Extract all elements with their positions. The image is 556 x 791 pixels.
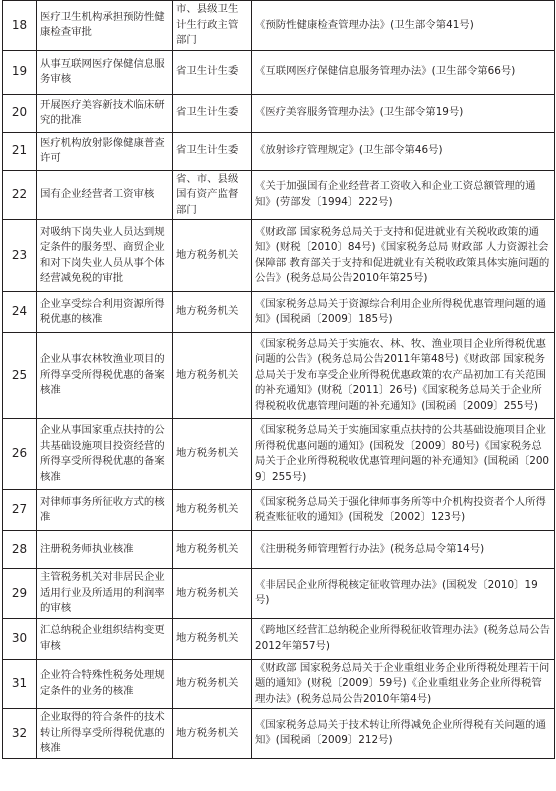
item-name: 企业享受综合利用资源所得税优惠的核准 — [37, 292, 173, 333]
legal-basis: 《放射诊疗管理规定》(卫生部令第46号) — [252, 132, 555, 170]
legal-basis: 《注册税务师管理暂行办法》(税务总局令第14号) — [252, 531, 555, 569]
table-row — [3, 419, 555, 490]
implementing-department: 地方税务机关 — [173, 419, 252, 490]
row-number: 22 — [3, 170, 37, 220]
item-name: 企业符合特殊性税务处理规定条件的业务的核准 — [37, 659, 173, 709]
table-row — [3, 618, 555, 659]
table-row — [3, 1, 555, 51]
legal-basis: 《国家税务总局关于强化律师事务所等中介机构投资者个人所得税查账征收的通知》(国税发〔2002〕123号) — [252, 490, 555, 531]
table-row — [3, 220, 555, 292]
item-name: 企业从事农林牧渔业项目的所得享受所得税优惠的备案核准 — [37, 333, 173, 419]
row-number: 26 — [3, 419, 37, 490]
table-row — [3, 659, 555, 709]
row-number: 23 — [3, 220, 37, 292]
implementing-department: 地方税务机关 — [173, 569, 252, 619]
row-number: 32 — [3, 709, 37, 759]
item-name: 汇总纳税企业组织结构变更审核 — [37, 618, 173, 659]
row-number: 25 — [3, 333, 37, 419]
row-number: 30 — [3, 618, 37, 659]
legal-basis: 《医疗美容服务管理办法》(卫生部令第19号) — [252, 94, 555, 132]
legal-basis: 《互联网医疗保健信息服务管理办法》(卫生部令第66号) — [252, 50, 555, 94]
legal-basis: 《跨地区经营汇总纳税企业所得税征收管理办法》(税务总局公告2012年第57号) — [252, 618, 555, 659]
implementing-department: 省卫生计生委 — [173, 50, 252, 94]
table-row — [3, 94, 555, 132]
item-name: 企业从事国家重点扶持的公共基础设施项目投资经营的所得享受所得税优惠的备案核准 — [37, 419, 173, 490]
row-number: 18 — [3, 1, 37, 51]
approval-items-table — [2, 0, 555, 759]
table-row — [3, 709, 555, 759]
row-number: 21 — [3, 132, 37, 170]
table-row — [3, 132, 555, 170]
table-row — [3, 490, 555, 531]
implementing-department: 地方税务机关 — [173, 618, 252, 659]
row-number: 28 — [3, 531, 37, 569]
legal-basis: 《非居民企业所得税核定征收管理办法》(国税发〔2010〕19号) — [252, 569, 555, 619]
item-name: 注册税务师执业核准 — [37, 531, 173, 569]
row-number: 27 — [3, 490, 37, 531]
item-name: 医疗卫生机构承担预防性健康检查审批 — [37, 1, 173, 51]
table-row — [3, 569, 555, 619]
legal-basis: 《国家税务总局关于实施农、林、牧、渔业项目企业所得税优惠问题的公告》(税务总局公告2011年第48号)《财政部 国家税务总局关于发布享受企业所得税优惠政策的农产品初加工有关范围的补充通知》(财税〔2011〕26号)《国家税务总局关于企业所得税税收优惠管理问题的补充通知》(国税函〔2009〕255号) — [252, 333, 555, 419]
row-number: 31 — [3, 659, 37, 709]
legal-basis: 《国家税务总局关于技术转让所得减免企业所得税有关问题的通知》(国税函〔2009〕212号) — [252, 709, 555, 759]
implementing-department: 市、县级卫生计生行政主管部门 — [173, 1, 252, 51]
implementing-department: 省卫生计生委 — [173, 132, 252, 170]
legal-basis: 《财政部 国家税务总局关于支持和促进就业有关税收政策的通知》(财税〔2010〕84号)《国家税务总局 财政部 人力资源社会保障部 教育部关于支持和促进就业有关税收政策具体实施问题的公告》(税务总局公告2010年第25号) — [252, 220, 555, 292]
implementing-department: 省卫生计生委 — [173, 94, 252, 132]
item-name: 开展医疗美容新技术临床研究的批准 — [37, 94, 173, 132]
table-row — [3, 531, 555, 569]
item-name: 企业取得的符合条件的技术转让所得享受所得税优惠的核准 — [37, 709, 173, 759]
implementing-department: 省、市、县级国有资产监督部门 — [173, 170, 252, 220]
implementing-department: 地方税务机关 — [173, 709, 252, 759]
item-name: 医疗机构放射影像健康普查许可 — [37, 132, 173, 170]
implementing-department: 地方税务机关 — [173, 531, 252, 569]
item-name: 从事互联网医疗保健信息服务审核 — [37, 50, 173, 94]
table-row — [3, 170, 555, 220]
item-name: 对吸纳下岗失业人员达到规定条件的服务型、商贸企业和对下岗失业人员从事个体经营减免税的审批 — [37, 220, 173, 292]
legal-basis: 《国家税务总局关于实施国家重点扶持的公共基础设施项目企业所得税优惠问题的通知》(国税发〔2009〕80号)《国家税务总局关于企业所得税税收优惠管理问题的补充通知》(国税函〔2009〕255号) — [252, 419, 555, 490]
implementing-department: 地方税务机关 — [173, 659, 252, 709]
row-number: 19 — [3, 50, 37, 94]
legal-basis: 《财政部 国家税务总局关于企业重组业务企业所得税处理若干问题的通知》(财税〔2009〕59号)《企业重组业务企业所得税管理办法》(税务总局公告2010年第4号) — [252, 659, 555, 709]
item-name: 对律师事务所征收方式的核准 — [37, 490, 173, 531]
legal-basis: 《预防性健康检查管理办法》(卫生部令第41号) — [252, 1, 555, 51]
table-row — [3, 292, 555, 333]
table-row — [3, 50, 555, 94]
item-name: 国有企业经营者工资审核 — [37, 170, 173, 220]
row-number: 24 — [3, 292, 37, 333]
implementing-department: 地方税务机关 — [173, 333, 252, 419]
item-name: 主管税务机关对非居民企业适用行业及所适用的利润率的审核 — [37, 569, 173, 619]
row-number: 29 — [3, 569, 37, 619]
implementing-department: 地方税务机关 — [173, 292, 252, 333]
legal-basis: 《国家税务总局关于资源综合利用企业所得税优惠管理问题的通知》(国税函〔2009〕185号) — [252, 292, 555, 333]
table-body — [3, 1, 555, 759]
implementing-department: 地方税务机关 — [173, 490, 252, 531]
legal-basis: 《关于加强国有企业经营者工资收入和企业工资总额管理的通知》(劳部发〔1994〕222号) — [252, 170, 555, 220]
row-number: 20 — [3, 94, 37, 132]
implementing-department: 地方税务机关 — [173, 220, 252, 292]
table-row — [3, 333, 555, 419]
